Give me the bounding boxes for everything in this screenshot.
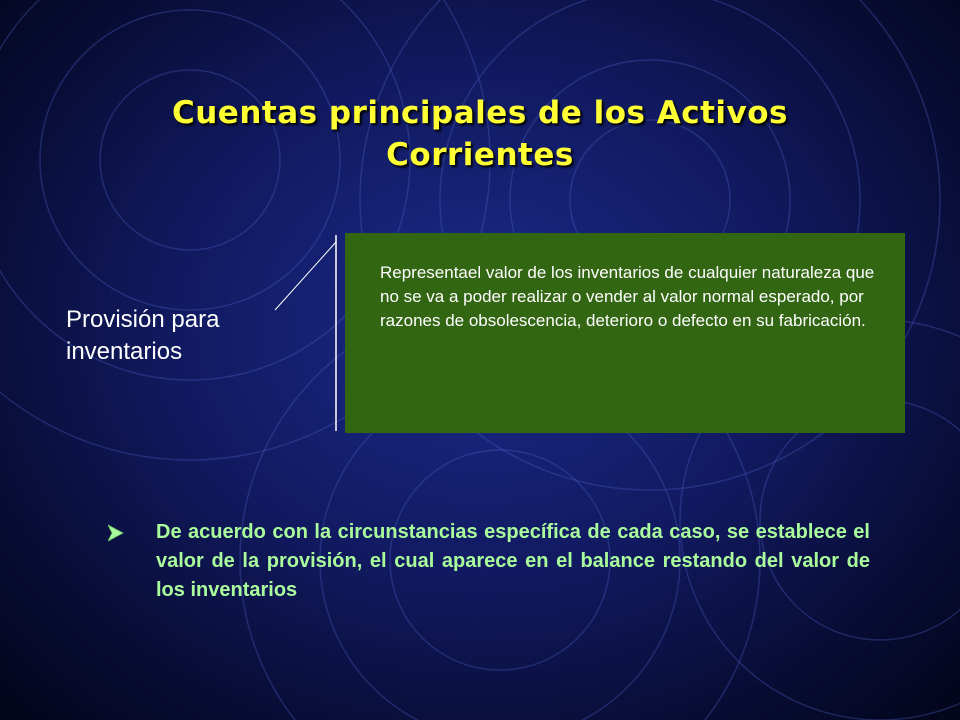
term-label: Provisión para inventarios	[66, 306, 220, 365]
arrow-bullet-icon	[108, 518, 156, 605]
bullet-text: De acuerdo con la circunstancias específica de cada caso, se establece el valor de la provisión, el cual aparece en el balance restando del valor de los inventarios	[156, 521, 870, 601]
definition-text: Representael valor de los inventarios de cualquier naturaleza que no se va a poder realizar o vender al valor normal esperado, por razones de obsolescencia, deterioro o defecto en su fabricación.	[380, 263, 875, 330]
bullet-item	[108, 518, 870, 605]
slide-title: Cuentas principales de los Activos Corrientes	[171, 95, 789, 173]
definition-box	[345, 233, 905, 433]
bracket-connector	[270, 230, 350, 436]
